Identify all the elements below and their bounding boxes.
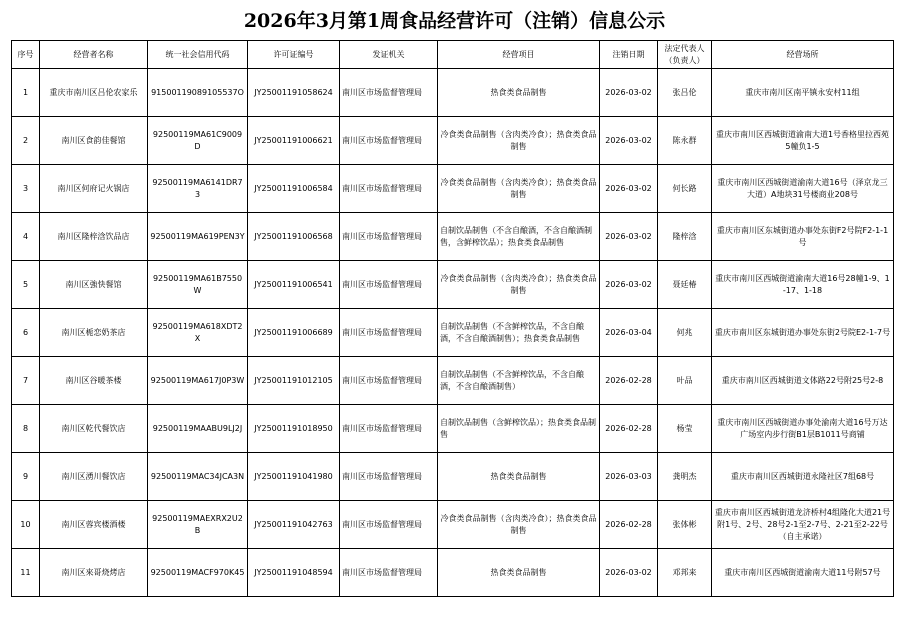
cell-issuing-authority: 南川区市场监督管理局 [340,69,438,117]
cell-index: 2 [12,117,40,165]
cell-operator-name: 南川区湧川餐饮店 [40,453,148,501]
cell-issuing-authority: 南川区市场监督管理局 [340,405,438,453]
cell-index: 7 [12,357,40,405]
cell-issuing-authority: 南川区市场监督管理局 [340,549,438,597]
cell-index: 6 [12,309,40,357]
cell-issuing-authority: 南川区市场监督管理局 [340,453,438,501]
table-row [12,213,894,261]
cell-operator-name: 南川区來哥烧烤店 [40,549,148,597]
cell-business-scope: 自制饮品制售（不含自酿酒，不含自酿酒制售，含鲜榨饮品）；热食类食品制售 [438,213,600,261]
cell-index: 5 [12,261,40,309]
cell-legal-rep: 叶品 [658,357,712,405]
col-header-credit-code: 统一社会信用代码 [148,41,248,69]
cell-legal-rep: 何长路 [658,165,712,213]
cell-license-number: JY25001191058624 [248,69,340,117]
cell-license-number: JY25001191006584 [248,165,340,213]
col-header-issuing-authority: 发证机关 [340,41,438,69]
cell-business-scope: 自制饮品制售（不含鲜榨饮品，不含自酿酒，不含自酿酒制售）；热食类食品制售 [438,309,600,357]
cell-premises: 重庆市南川区西城街道渝南大道16号28幢1-9、1-17、1-18 [712,261,894,309]
cell-legal-rep: 邓邦来 [658,549,712,597]
cell-operator-name: 南川区蓉宾楼酒楼 [40,501,148,549]
cell-operator-name: 南川区乾代餐饮店 [40,405,148,453]
page-title: 2026年3月第1周食品经营许可（注销）信息公示 [243,10,666,32]
cell-premises: 重庆市南川区西城街道渝南大道1号香格里拉西苑5幢负1-5 [712,117,894,165]
cell-business-scope: 冷食类食品制售（含肉类冷食）；热食类食品制售 [438,501,600,549]
cell-legal-rep: 龚明杰 [658,453,712,501]
cell-issuing-authority: 南川区市场监督管理局 [340,261,438,309]
cell-credit-code: 92500119MA6141DR73 [148,165,248,213]
table-row [12,501,894,549]
license-table [11,40,894,597]
cell-cancel-date: 2026-03-02 [600,549,658,597]
cell-premises: 重庆市南川区西城街道渝南大道11号附57号 [712,549,894,597]
cell-credit-code: 92500119MA61C9009D [148,117,248,165]
cell-cancel-date: 2026-03-02 [600,165,658,213]
col-header-index: 序号 [12,41,40,69]
table-row [12,69,894,117]
cell-issuing-authority: 南川区市场监督管理局 [340,213,438,261]
table-row [12,117,894,165]
cell-cancel-date: 2026-02-28 [600,357,658,405]
cell-business-scope: 自制饮品制售（含鲜榨饮品）；热食类食品制售 [438,405,600,453]
cell-credit-code: 92500119MA618XDT2X [148,309,248,357]
cell-business-scope: 热食类食品制售 [438,549,600,597]
cell-credit-code: 91500119089105537O [148,69,248,117]
cell-cancel-date: 2026-03-02 [600,69,658,117]
cell-index: 4 [12,213,40,261]
cell-license-number: JY25001191012105 [248,357,340,405]
cell-credit-code: 92500119MA61B7550W [148,261,248,309]
cell-license-number: JY25001191006541 [248,261,340,309]
cell-legal-rep: 张体彬 [658,501,712,549]
table-row [12,165,894,213]
col-header-operator-name: 经营者名称 [40,41,148,69]
cell-operator-name: 南川区隆梓浛饮品店 [40,213,148,261]
table-row [12,549,894,597]
cell-premises: 重庆市南川区东城街道办事处东街F2号院F2-1-1号 [712,213,894,261]
col-header-premises: 经营场所 [712,41,894,69]
cell-index: 9 [12,453,40,501]
cell-index: 11 [12,549,40,597]
cell-index: 8 [12,405,40,453]
cell-premises: 重庆市南川区东城街道办事处东街2号院E2-1-7号 [712,309,894,357]
cell-business-scope: 自制饮品制售（不含鲜榨饮品，不含自酿酒，不含自酿酒制售） [438,357,600,405]
cell-cancel-date: 2026-03-02 [600,117,658,165]
cell-license-number: JY25001191041980 [248,453,340,501]
cell-legal-rep: 张吕伦 [658,69,712,117]
cell-credit-code: 92500119MAABU9LJ2J [148,405,248,453]
cell-issuing-authority: 南川区市场监督管理局 [340,117,438,165]
cell-operator-name: 南川区谷暖茶楼 [40,357,148,405]
cell-legal-rep: 隆梓浛 [658,213,712,261]
cell-issuing-authority: 南川区市场监督管理局 [340,309,438,357]
cell-legal-rep: 陈永群 [658,117,712,165]
cell-issuing-authority: 南川区市场监督管理局 [340,501,438,549]
table-row [12,405,894,453]
cell-credit-code: 92500119MA617J0P3W [148,357,248,405]
cell-operator-name: 南川区食韵佳餐馆 [40,117,148,165]
header-row [12,41,894,69]
cell-cancel-date: 2026-02-28 [600,405,658,453]
table-row [12,453,894,501]
table-row [12,261,894,309]
cell-index: 3 [12,165,40,213]
table-row [12,357,894,405]
col-header-cancel-date: 注销日期 [600,41,658,69]
cell-license-number: JY25001191006621 [248,117,340,165]
cell-operator-name: 南川区何府记火锅店 [40,165,148,213]
cell-index: 10 [12,501,40,549]
cell-issuing-authority: 南川区市场监督管理局 [340,357,438,405]
cell-business-scope: 冷食类食品制售（含肉类冷食）；热食类食品制售 [438,117,600,165]
cell-cancel-date: 2026-03-04 [600,309,658,357]
cell-premises: 重庆市南川区西城街道渝南大道16号（泽京龙三大道）A地块31号楼商业208号 [712,165,894,213]
cell-credit-code: 92500119MACF970K45 [148,549,248,597]
cell-premises: 重庆市南川区西城街道文体路22号附25号2-8 [712,357,894,405]
cell-business-scope: 冷食类食品制售（含肉类冷食）；热食类食品制售 [438,261,600,309]
cell-credit-code: 92500119MA619PEN3Y [148,213,248,261]
table-row [12,309,894,357]
cell-business-scope: 热食类食品制售 [438,453,600,501]
cell-legal-rep: 何兆 [658,309,712,357]
cell-license-number: JY25001191006568 [248,213,340,261]
cell-legal-rep: 聂廷椿 [658,261,712,309]
cell-operator-name: 重庆市南川区吕伦农家乐 [40,69,148,117]
cell-premises: 重庆市南川区西城街道永隆社区7组68号 [712,453,894,501]
col-header-legal-rep: 法定代表人（负责人） [658,41,712,69]
cell-premises: 重庆市南川区南平镇永安村11组 [712,69,894,117]
cell-legal-rep: 杨莹 [658,405,712,453]
cell-issuing-authority: 南川区市场监督管理局 [340,165,438,213]
cell-credit-code: 92500119MAC34JCA3N [148,453,248,501]
cell-cancel-date: 2026-03-02 [600,213,658,261]
cell-operator-name: 南川区栀恋奶茶店 [40,309,148,357]
cell-cancel-date: 2026-03-03 [600,453,658,501]
cell-business-scope: 热食类食品制售 [438,69,600,117]
cell-premises: 重庆市南川区西城街道龙济桥村4组隆化大道21号附1号、2号、28号2-1至2-7号、2-21至2-22号（自主承诺） [712,501,894,549]
cell-license-number: JY25001191042763 [248,501,340,549]
cell-credit-code: 92500119MAEXRX2U2B [148,501,248,549]
cell-premises: 重庆市南川区西城街道办事处渝南大道16号万达广场室内步行街B1层B1011号商铺 [712,405,894,453]
cell-business-scope: 冷食类食品制售（含肉类冷食）；热食类食品制售 [438,165,600,213]
cell-cancel-date: 2026-02-28 [600,501,658,549]
cell-operator-name: 南川区強快餐馆 [40,261,148,309]
cell-license-number: JY25001191048594 [248,549,340,597]
cell-cancel-date: 2026-03-02 [600,261,658,309]
cell-license-number: JY25001191018950 [248,405,340,453]
col-header-business-scope: 经营项目 [438,41,600,69]
cell-index: 1 [12,69,40,117]
col-header-license-number: 许可证编号 [248,41,340,69]
cell-license-number: JY25001191006689 [248,309,340,357]
